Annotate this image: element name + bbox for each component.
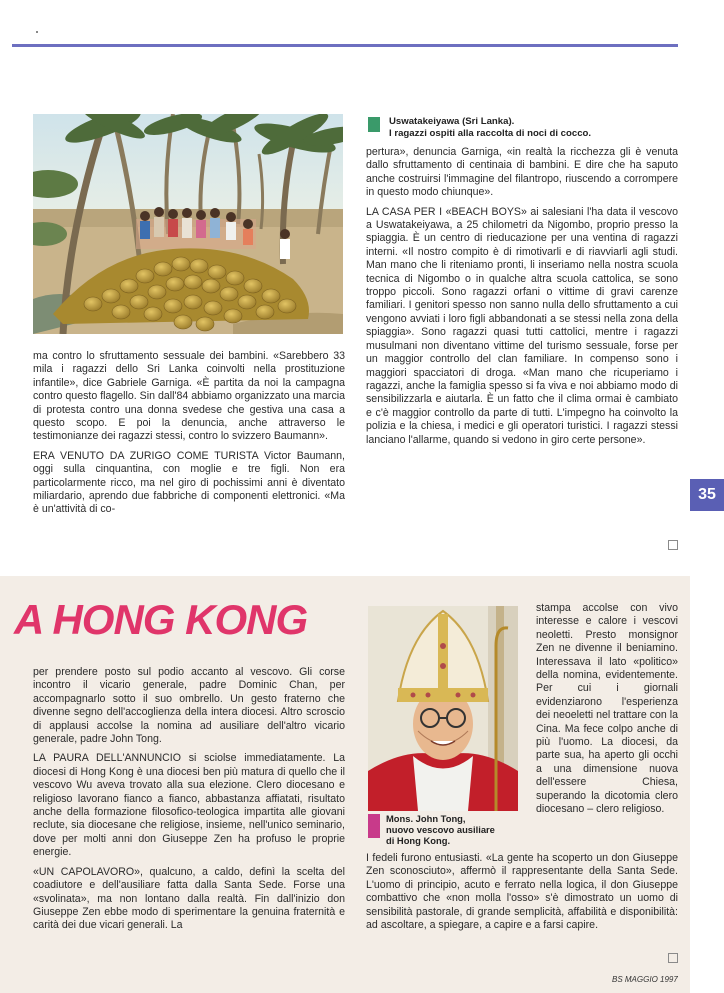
paragraph-text: Victor Baumann, oggi sulla cinquantina, con moglie e tre figli. Non era particolarmente ricco, ma nel giro di pochissimi anni è diventato miliardario, aprendo due fabbriche di componenti elettronici. «Ma è un'attività di co-	[33, 449, 345, 516]
photo-caption-bottom	[386, 813, 526, 846]
paragraph-text: si sciolse immediatamente. La diocesi di Hong Kong è una diocesi ben più matura di quello che il vescovo Wu aveva trovato alla sua elezione. Clero diocesano e religioso lavorano fianco a fianco, abbastanza affiatati, risultato anche della formazione filosofico-teologica impartita alle giovani reclute, sia diocesane che religiose, insieme, nell'unico seminario, dove per molti anni don Giuseppe Zen ha profuso le proprie energie.	[33, 752, 345, 859]
caption-line: Mons. John Tong,	[386, 813, 466, 824]
bottom-left-column	[33, 666, 345, 939]
header-rule	[12, 44, 678, 47]
body-paragraph	[366, 206, 678, 447]
coconut-harvest-photo	[33, 114, 343, 334]
body-paragraph: I fedeli furono entusiasti. «La gente ha scoperto un don Giuseppe Zen sconosciuto», affermò il rappresentante della Santa Sede. L'uomo di principio, acuto e ferrato nella logica, il don Giuseppe combattivo che «non molla l'osso» s'è dimostrato un uomo di sensibilità pastorale, di grande semplicità, affabilità e disponibilità: ad ascoltare, a spiegare, a capire e a farsi capire.	[366, 852, 678, 932]
body-paragraph	[33, 450, 345, 517]
end-of-article-mark	[668, 953, 678, 963]
run-in-heading: LA PAURA DELL'ANNUNCIO	[33, 752, 181, 765]
bottom-right-narrow-column	[536, 602, 678, 823]
top-left-column	[33, 350, 345, 523]
run-in-heading: «UN CAPOLAVORO»,	[33, 865, 143, 878]
headline: A HONG KONG	[14, 596, 308, 643]
body-paragraph: ma contro lo sfruttamento sessuale dei bambini. «Sarebbero 33 mila i ragazzi dello Sri Lanka coinvolti nella prostituzione infantile», dice Gabriele Garniga. «È partita da noi la campagna contro questo flagello. Sin dall'84 abbiamo organizzato una marcia di protesta contro una donna svedese che gestiva una casa a questo scopo. E poi la denuncia, anche attraverso le testimonianze dei ragazzi stessi, contro lo svizzero Baumann».	[33, 350, 345, 443]
caption-line: di Hong Kong.	[386, 835, 451, 846]
page-footer: BS MAGGIO 1997	[612, 975, 678, 984]
page-number-tab: 35	[690, 479, 724, 511]
body-paragraph: stampa accolse con vivo interesse e calore i vescovi neoletti. Presto monsignor Zen ne divenne il beniamino. Interessava il lato «politico» della nomina, evidentemente. Per cui i giornali evidenziarono l'esperienza dei neoeletti nel trattare con la Cina. Ma fece colpo anche di più l'uomo. La diocesi, da parte sua, ha aperto gli occhi a una dimensione nuova dell'essere Chiesa, superando la dicotomia clero diocesano – clero religioso.	[536, 602, 678, 816]
bishop-portrait-photo	[368, 606, 518, 811]
run-in-heading: ERA VENUTO DA ZURIGO COME TURISTA	[33, 449, 259, 462]
body-paragraph	[33, 752, 345, 859]
caption-marker	[368, 117, 380, 132]
top-right-column	[366, 146, 678, 453]
bottom-right-column	[366, 852, 678, 938]
body-paragraph: pertura», denuncia Garniga, «in realtà la ricchezza gli è venuta dallo sfruttamento di centinaia di bambini. E dire che ha saputo anche costruirsi l'immagine del filantropo, riuscendo a corrompere in questo modo chiunque».	[366, 146, 678, 199]
run-in-heading: LA CASA PER I «BEACH BOYS»	[366, 205, 527, 218]
caption-text: I ragazzi ospiti alla raccolta di noci di cocco.	[389, 128, 592, 139]
end-of-article-mark	[668, 540, 678, 550]
caption-place: Uswatakeiyawa (Sri Lanka).	[389, 116, 515, 127]
paragraph-text: qualcuno, a caldo, definì la scelta del coadiutore e dell'ausiliare fatta dalla Santa Sede. Forse una «svolinata», ma non lontano dalla realtà. Fin dall'inizio don Giuseppe Zen ebbe modo di sperimentare la genuina fraternità e carità dei due vicari generali. La	[33, 865, 345, 932]
page-mark	[36, 31, 38, 33]
caption-marker	[368, 814, 380, 838]
photo-caption-top	[389, 116, 689, 140]
body-paragraph	[33, 866, 345, 933]
caption-line: nuovo vescovo ausiliare	[386, 824, 495, 835]
body-paragraph: per prendere posto sul podio accanto al vescovo. Gli corse incontro il vicario generale, padre Dominic Chan, per accompagnarlo sotto il suo ombrello. Un gesto fraterno che divenne segno dell'accoglienza della intera diocesi. Altro scroscio di applausi accolse la nomina ad ausiliare dell'altro vicario generale, padre John Tong.	[33, 666, 345, 746]
paragraph-text: ai salesiani l'ha data il vescovo a Uswatakeiyawa, a 25 chilometri da Nigombo, proprio presso la spiaggia. È un centro di rieducazione per una ventina di ragazzi interni. «Il nostro compito è di rimotivarli e di riavviarli agli studi. Man mano che li riteniamo pronti, li inseriamo nella nostra scuola tecnica di Nigombo o in qualche altra scuola cattolica, se sono troppo piccoli. Sono ragazzi orfani o vittime di gravi carenze familiari. I genitori spesso non sanno nulla dello sfruttamento a cui vengono avviati i loro figli abbandonati a se stessi nella zona della spiaggia». Sono ragazzi quasi tutti cattolici, mentre i ragazzi musulmani non diventano vittime del turismo sessuale, forse per un maggior controllo del clan familiare. In compenso sono i maggiori spacciatori di droga. «Man mano che ricuperiamo i ragazzi, anche la famiglia spesso si fa viva e noi abbiamo modo di sensibilizzarla e aiutarla. È un fatto che il clima ormai è cambiato e c'è maggior controllo da parte di tutti. L'impegno ha coinvolto la polizia e la chiesa, i medici e gli operatori turistici. I ragazzi stessi lanciano l'allarme, quando si vedono in giro certe persone».	[366, 205, 678, 446]
